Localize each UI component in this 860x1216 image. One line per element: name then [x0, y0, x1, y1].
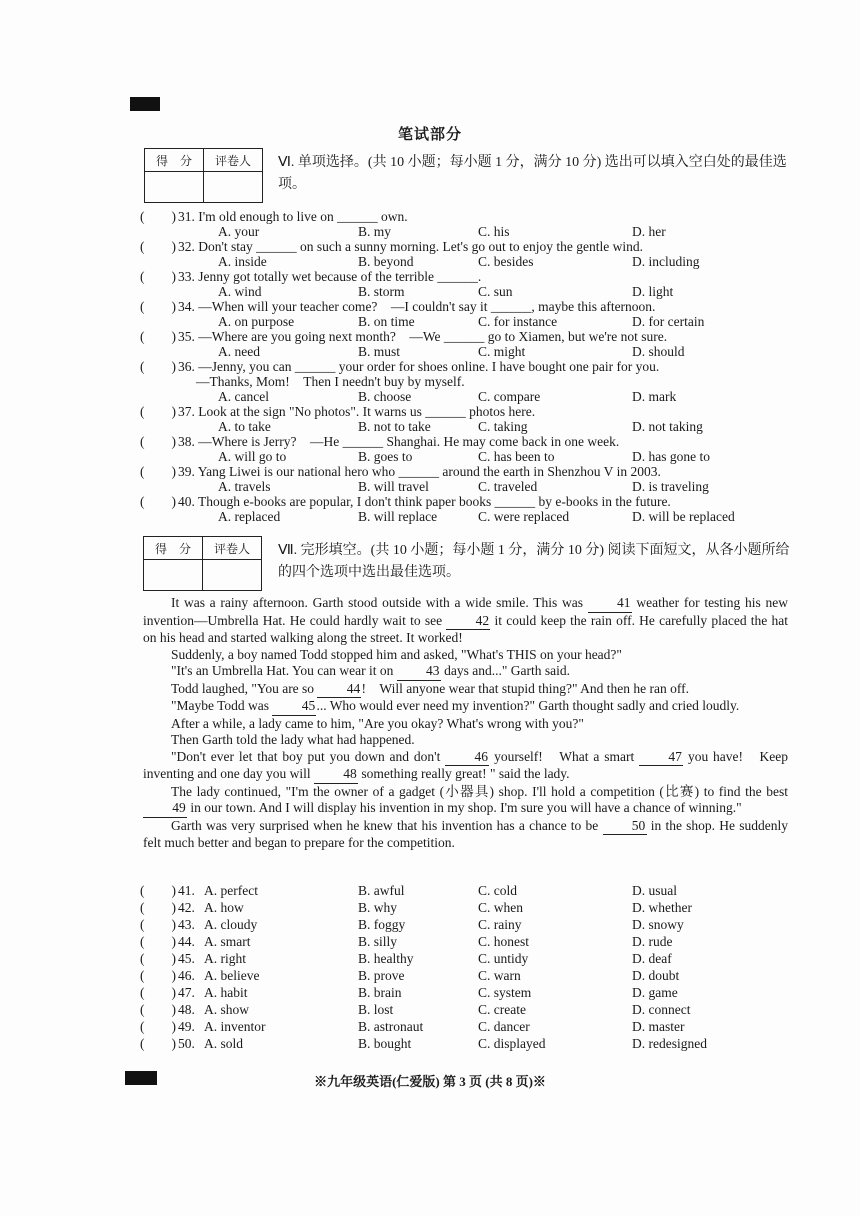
option-d[interactable]: D. deaf [632, 951, 672, 966]
passage-text: It was a rainy afternoon. Garth stood outside with a wide smile. This was [171, 595, 588, 610]
answer-paren[interactable]: ( ) [140, 494, 176, 509]
part6-instruction: Ⅵ. 单项选择。(共 10 小题；每小题 1 分，满分 10 分) 选出可以填入空白处的最佳选项。 [278, 155, 787, 192]
answer-paren[interactable]: ( ) [140, 1036, 176, 1051]
option-c[interactable]: C. warn [478, 968, 521, 983]
option-c[interactable]: C. were replaced [478, 509, 570, 524]
option-d[interactable]: D. whether [632, 900, 692, 915]
option-a[interactable]: A. wind [218, 284, 262, 299]
passage-text: something really great! " said the lady. [357, 766, 570, 781]
score-label: 得 分 [144, 537, 203, 560]
option-d[interactable]: D. has gone to [632, 449, 710, 464]
question-text: Look at the sign "No photos". It warns us ______ photos here. [198, 404, 536, 419]
question-number: 36. [178, 359, 199, 374]
option-d[interactable]: D. connect [632, 1002, 691, 1017]
option-a[interactable]: A. cloudy [204, 917, 258, 932]
question-stem-row [140, 404, 800, 419]
cloze-options-row [140, 1035, 800, 1052]
cloze-blank[interactable]: 43 [397, 663, 441, 681]
option-b[interactable]: B. will replace [358, 509, 438, 524]
option-b[interactable]: B. prove [358, 968, 405, 983]
question-text: —Jenny, you can ______ your order for shoes online. I have bought one pair for you. [198, 359, 660, 374]
options-row [140, 254, 800, 269]
question-number: 48. [178, 1002, 195, 1017]
score-cell[interactable] [145, 172, 204, 203]
answer-paren[interactable]: ( ) [140, 1002, 176, 1017]
passage-paragraph [143, 595, 788, 647]
passage-paragraph [143, 698, 788, 716]
cloze-blank[interactable]: 41 [588, 595, 632, 613]
option-b[interactable]: B. will travel [358, 479, 429, 494]
question-stem [178, 434, 619, 449]
cloze-blank[interactable]: 44 [317, 681, 361, 699]
option-b[interactable]: B. on time [358, 314, 415, 329]
option-d[interactable]: D. snowy [632, 917, 684, 932]
answer-paren[interactable]: ( ) [140, 951, 176, 966]
option-d[interactable]: D. her [632, 224, 666, 239]
answer-paren[interactable]: ( ) [140, 434, 176, 449]
question-text: —Where is Jerry? —He ______ Shanghai. He may come back in one week. [198, 434, 620, 449]
section-title: 笔试部分 [397, 127, 462, 143]
passage-text: days and..." Garth said. [440, 663, 571, 678]
options-row [140, 479, 800, 494]
passage-text: you have! Keep inventing and one day you will [143, 748, 788, 781]
option-a[interactable]: A. habit [204, 985, 248, 1000]
question-stem [178, 239, 643, 254]
option-c[interactable]: C. might [478, 344, 526, 359]
option-a[interactable]: A. need [218, 344, 260, 359]
option-c[interactable]: C. sun [478, 284, 513, 299]
option-d[interactable]: D. not taking [632, 419, 703, 434]
question-stem-row [140, 494, 800, 509]
option-d[interactable]: D. master [632, 1019, 685, 1034]
option-d[interactable]: D. usual [632, 883, 677, 898]
grader-label: 评卷人 [204, 149, 263, 172]
option-d[interactable]: D. doubt [632, 968, 680, 983]
passage-text: After a while, a lady came to him, "Are you okay? What's wrong with you?" [171, 715, 584, 731]
question-number: 33. [178, 269, 199, 284]
option-d[interactable]: D. including [632, 254, 700, 269]
cloze-blank[interactable]: 50 [603, 818, 647, 836]
option-b[interactable]: B. astronaut [358, 1019, 424, 1034]
options-row [140, 314, 800, 329]
passage-text: Todd laughed, "You are so [171, 680, 318, 696]
answer-paren[interactable]: ( ) [140, 209, 176, 224]
option-a[interactable]: A. will go to [218, 449, 287, 464]
option-d[interactable]: D. is traveling [632, 479, 709, 494]
question-stem [178, 494, 671, 509]
passage-text: Garth was very surprised when he knew that his invention has a chance to be [171, 817, 603, 833]
cloze-options-row [140, 916, 800, 933]
cloze-blank[interactable]: 49 [143, 800, 187, 818]
cloze-blank[interactable]: 47 [639, 749, 683, 767]
option-b[interactable]: B. bought [358, 1036, 412, 1051]
answer-paren[interactable]: ( ) [140, 968, 176, 983]
question-number: 35. [178, 329, 199, 344]
passage-paragraph [143, 732, 788, 749]
option-c[interactable]: C. compare [478, 389, 541, 404]
cloze-options-row [140, 882, 800, 899]
question-text: —When will your teacher come? —I couldn't say it ______, maybe this afternoon. [198, 299, 656, 314]
question-number: 46. [178, 968, 195, 983]
option-a[interactable]: A. replaced [218, 509, 281, 524]
cloze-options-row [140, 899, 800, 916]
part6-question-list [140, 209, 800, 524]
option-b[interactable]: B. awful [358, 883, 405, 898]
options-row [140, 389, 800, 404]
question-stem [178, 299, 655, 314]
passage-paragraph [143, 784, 788, 818]
question-number: 43. [178, 917, 195, 932]
question-stem-row [140, 239, 800, 254]
option-d[interactable]: D. for certain [632, 314, 705, 329]
option-b[interactable]: B. must [358, 344, 401, 359]
passage-paragraph [143, 681, 788, 699]
passage-text: ... Who would ever need my invention?" Garth thought sadly and cried loudly. [316, 698, 740, 713]
score-table-part6 [144, 148, 263, 203]
question-stem-row [140, 329, 800, 344]
option-c[interactable]: C. untidy [478, 951, 529, 966]
question-text: —Where are you going next month? —We ______ go to Xiamen, but we're not sure. [198, 329, 668, 344]
question-number: 47. [178, 985, 195, 1000]
cloze-options-row [140, 1018, 800, 1035]
question-text-cont: —Thanks, Mom! Then I needn't buy by myself. [196, 374, 465, 389]
passage-text: "Don't ever let that boy put you down and don't [171, 748, 446, 764]
question-stem [178, 359, 659, 374]
option-c[interactable]: C. displayed [478, 1036, 546, 1051]
question-number: 34. [178, 299, 199, 314]
option-c[interactable]: C. taking [478, 419, 528, 434]
option-c[interactable]: C. rainy [478, 917, 522, 932]
grader-label: 评卷人 [203, 537, 262, 560]
question-text: Yang Liwei is our national hero who ______ around the earth in Shenzhou V in 2003. [197, 464, 661, 479]
option-b[interactable]: B. silly [358, 934, 398, 949]
option-c[interactable]: C. dancer [478, 1019, 530, 1034]
question-text: Though e-books are popular, I don't think paper books ______ by e-books in the future. [198, 494, 671, 509]
options-row [140, 284, 800, 299]
options-row [140, 224, 800, 239]
answer-paren[interactable]: ( ) [140, 404, 176, 419]
answer-paren[interactable]: ( ) [140, 934, 176, 949]
option-b[interactable]: B. why [358, 900, 398, 915]
cloze-options-row [140, 984, 800, 1001]
cloze-options-row [140, 950, 800, 967]
question-stem [178, 464, 661, 479]
passage-paragraph [143, 749, 788, 784]
passage-text: in our town. And I will display his invention in my shop. I'm sure you will have a chance of winning." [187, 800, 742, 815]
answer-paren[interactable]: ( ) [140, 1019, 176, 1034]
question-number: 41. [178, 883, 195, 898]
question-text: Don't stay ______ on such a sunny morning. Let's go out to enjoy the gentle wind. [198, 239, 643, 254]
question-text: Jenny got totally wet because of the terrible ______. [198, 269, 482, 284]
option-b[interactable]: B. brain [358, 985, 402, 1000]
passage-paragraph [143, 663, 788, 681]
question-stem-row [140, 374, 800, 389]
passage-text: The lady continued, "I'm the owner of a gadget (小器具) shop. I'll hold a competition (比赛) to find the best [171, 783, 788, 799]
question-stem [178, 209, 408, 224]
option-b[interactable]: B. my [358, 224, 392, 239]
answer-paren[interactable]: ( ) [140, 883, 176, 898]
passage-text: "Maybe Todd was [171, 698, 273, 713]
score-label: 得 分 [145, 149, 204, 172]
option-c[interactable]: C. for instance [478, 314, 558, 329]
passage-text: Then Garth told the lady what had happened. [171, 732, 415, 747]
option-a[interactable]: A. sold [204, 1036, 244, 1051]
passage-paragraph [143, 716, 788, 733]
answer-paren[interactable]: ( ) [140, 329, 176, 344]
passage-text: yourself! What a smart [489, 748, 640, 764]
score-cell[interactable] [144, 560, 203, 591]
answer-paren[interactable]: ( ) [140, 299, 176, 314]
option-d[interactable]: D. will be replaced [632, 509, 735, 524]
question-number: 49. [178, 1019, 195, 1034]
page-footer: ※九年级英语(仁爱版) 第 3 页 (共 8 页)※ [314, 1074, 546, 1089]
cloze-option-list [140, 882, 800, 1052]
option-a[interactable]: A. to take [218, 419, 271, 434]
passage-text: weather for testing his new invention—Umbrella Hat. He could hardly wait to see [143, 595, 788, 628]
cloze-options-row [140, 933, 800, 950]
option-a[interactable]: A. cancel [218, 389, 269, 404]
option-b[interactable]: B. storm [358, 284, 405, 299]
answer-paren[interactable]: ( ) [140, 239, 176, 254]
question-number: 32. [178, 239, 199, 254]
option-b[interactable]: B. not to take [358, 419, 431, 434]
passage-paragraph [143, 647, 788, 664]
option-a[interactable]: A. show [204, 1002, 250, 1017]
option-c[interactable]: C. when [478, 900, 523, 915]
cloze-blank[interactable]: 42 [446, 613, 490, 631]
passage-paragraph [143, 818, 788, 852]
score-table-part7 [143, 536, 262, 591]
passage-text: ! Will anyone wear that stupid thing?" And then he ran off. [361, 680, 689, 696]
question-stem-row [140, 434, 800, 449]
part7-instruction: Ⅶ. 完形填空。(共 10 小题；每小题 1 分，满分 10 分) 阅读下面短文，从各小题所给的四个选项中选出最佳选项。 [278, 543, 790, 580]
question-number: 42. [178, 900, 195, 915]
cloze-options-row [140, 1001, 800, 1018]
answer-paren[interactable]: ( ) [140, 917, 176, 932]
question-stem-row [140, 269, 800, 284]
option-d[interactable]: D. game [632, 985, 678, 1000]
option-a[interactable]: A. smart [204, 934, 251, 949]
options-row [140, 449, 800, 464]
options-row [140, 509, 800, 524]
answer-paren[interactable]: ( ) [140, 269, 176, 284]
cloze-blank[interactable]: 46 [445, 749, 489, 767]
option-a[interactable]: A. inventor [204, 1019, 266, 1034]
question-number: 44. [178, 934, 195, 949]
option-a[interactable]: A. believe [204, 968, 260, 983]
option-d[interactable]: D. rude [632, 934, 673, 949]
passage-text: in the shop. He suddenly felt much better and began to prepare for the competition. [143, 817, 788, 850]
cloze-passage [143, 595, 788, 852]
option-b[interactable]: B. goes to [358, 449, 413, 464]
option-a[interactable]: A. travels [218, 479, 271, 494]
question-stem-row [140, 359, 800, 374]
option-d[interactable]: D. redesigned [632, 1036, 707, 1051]
grader-cell[interactable] [204, 172, 263, 203]
question-stem-row [140, 299, 800, 314]
option-c[interactable]: C. create [478, 1002, 526, 1017]
cloze-options-row [140, 967, 800, 984]
answer-paren[interactable]: ( ) [140, 464, 176, 479]
option-a[interactable]: A. on purpose [218, 314, 295, 329]
option-c[interactable]: C. honest [478, 934, 530, 949]
options-row [140, 344, 800, 359]
option-c[interactable]: C. traveled [478, 479, 538, 494]
answer-paren[interactable]: ( ) [140, 900, 176, 915]
option-a[interactable]: A. inside [218, 254, 267, 269]
option-b[interactable]: B. healthy [358, 951, 414, 966]
option-a[interactable]: A. right [204, 951, 246, 966]
option-b[interactable]: B. beyond [358, 254, 414, 269]
question-text: I'm old enough to live on ______ own. [198, 209, 408, 224]
option-a[interactable]: A. how [204, 900, 244, 915]
option-c[interactable]: C. cold [478, 883, 517, 898]
option-d[interactable]: D. should [632, 344, 685, 359]
cloze-blank[interactable]: 48 [314, 766, 358, 784]
option-c[interactable]: C. besides [478, 254, 534, 269]
option-a[interactable]: A. perfect [204, 883, 258, 898]
question-stem-row [140, 209, 800, 224]
answer-paren[interactable]: ( ) [140, 985, 176, 1000]
option-c[interactable]: C. system [478, 985, 532, 1000]
option-d[interactable]: D. light [632, 284, 674, 299]
option-b[interactable]: B. foggy [358, 917, 406, 932]
option-a[interactable]: A. your [218, 224, 260, 239]
option-b[interactable]: B. lost [358, 1002, 394, 1017]
question-stem [178, 269, 481, 284]
cloze-blank[interactable]: 45 [272, 698, 316, 716]
option-d[interactable]: D. mark [632, 389, 677, 404]
question-number: 39. [178, 464, 198, 479]
question-stem-row [140, 464, 800, 479]
question-number: 37. [178, 404, 199, 419]
question-number: 31. [178, 209, 199, 224]
registration-mark-top [130, 97, 160, 111]
question-number: 38. [178, 434, 199, 449]
question-number: 45. [178, 951, 195, 966]
option-b[interactable]: B. choose [358, 389, 412, 404]
passage-text: "It's an Umbrella Hat. You can wear it on [171, 663, 397, 678]
passage-text: Suddenly, a boy named Todd stopped him and asked, "What's THIS on your head?" [171, 646, 622, 662]
options-row [140, 419, 800, 434]
option-c[interactable]: C. has been to [478, 449, 555, 464]
question-stem [178, 404, 535, 419]
answer-paren[interactable]: ( ) [140, 359, 176, 374]
option-c[interactable]: C. his [478, 224, 510, 239]
question-number: 40. [178, 494, 199, 509]
question-number: 50. [178, 1036, 195, 1051]
grader-cell[interactable] [203, 560, 262, 591]
passage-text: it could keep the rain off. He carefully placed the hat on his head and started walking along the street. It worked! [143, 612, 788, 645]
question-stem [178, 329, 667, 344]
